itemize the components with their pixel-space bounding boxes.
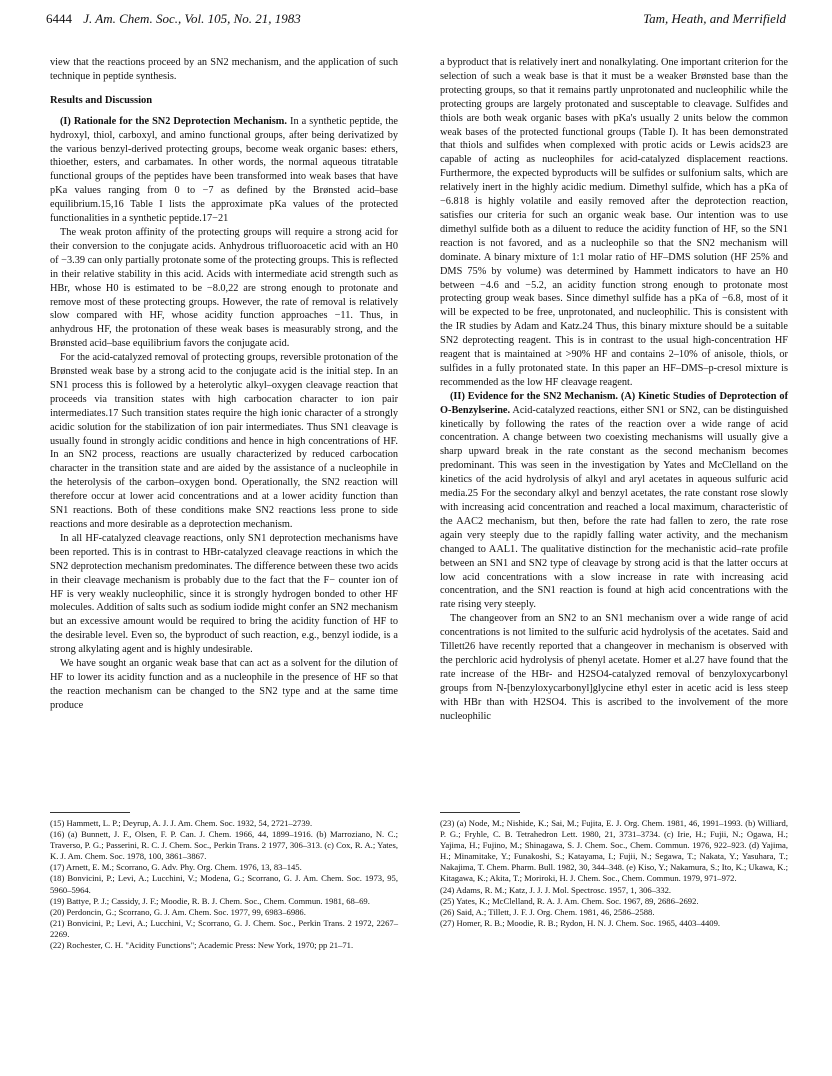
references-right bbox=[440, 818, 788, 929]
section-heading: Results and Discussion bbox=[50, 94, 153, 106]
reference-item: (18) Bonvicini, P.; Levi, A.; Lucchini, V.; Modena, G.; Scorrano, G. J. Am. Chem. Soc. 1973, 95, 5960–5964. bbox=[50, 873, 398, 895]
reference-item: (20) Perdoncin, G.; Scorrano, G. J. Am. Chem. Soc. 1977, 99, 6983–6986. bbox=[50, 906, 306, 917]
footnote-rule bbox=[440, 812, 520, 813]
reference-item: (17) Arnett, E. M.; Scorrano, G. Adv. Phy. Org. Chem. 1976, 13, 83–145. bbox=[50, 862, 302, 873]
right-column bbox=[440, 56, 788, 724]
subsection-heading: (I) Rationale for the SN2 Deprotection Mechanism. bbox=[60, 115, 287, 127]
intro-paragraph: view that the reactions proceed by an SN2 mechanism, and the application of such technique in peptide synthesis. bbox=[50, 57, 398, 82]
reference-item: (24) Adams, R. M.; Katz, J. J. J. Mol. Spectrosc. 1957, 1, 306–332. bbox=[440, 884, 672, 895]
paragraph: We have sought an organic weak base that can act as a solvent for the dilution of HF to lower its acidity function and as a nucleophile in the presence of HF so that the reaction mechanism can be changed to the SN2 type and at the same time produce bbox=[50, 658, 398, 711]
reference-item: (25) Yates, K.; McClelland, R. A. J. Am. Chem. Soc. 1967, 89, 2686–2692. bbox=[440, 895, 699, 906]
journal-citation: J. Am. Chem. Soc., Vol. 105, No. 21, 1983 bbox=[83, 11, 301, 26]
page-header bbox=[46, 8, 786, 30]
subsection-heading: (II) Evidence for the SN2 Mechanism. (A) Kinetic Studies of Deprotection of O-Benzylserine. bbox=[440, 390, 788, 416]
references-left bbox=[50, 818, 398, 951]
page-number: 6444 bbox=[46, 11, 72, 26]
reference-item: (22) Rochester, C. H. "Acidity Functions"; Academic Press: New York, 1970; pp 21–71. bbox=[50, 940, 354, 951]
reference-item: (21) Bonvicini, P.; Levi, A.; Lucchini, V.; Scorrano, G. J. Chem. Soc., Perkin Trans. 2 1972, 2267–2269. bbox=[50, 917, 398, 939]
paragraph bbox=[440, 390, 788, 613]
paragraph-text: In a synthetic peptide, the hydroxyl, thiol, carboxyl, and amino functional groups, after being derivatized by the various benzyl-derived protecting groups, become weak organic bases: ethers, thioether, esters, and carbamates. In other words, the normal aqueous titratable functional groups of the peptides have been transformed into weak bases that have pKa values ranging from 0 to −7 as defined by the Brønsted acid–base equilibrium.15,16 Table I lists the approximate pKa values of the protected functionalities in a synthetic peptide.17−21 bbox=[50, 115, 399, 225]
paragraph bbox=[50, 115, 398, 226]
left-column bbox=[50, 56, 398, 713]
paragraph: The changeover from an SN2 to an SN1 mechanism over a wide range of acid concentrations is not limited to the sulfuric acid hydrolysis of the acetates. Said and Tillett26 have recently reported that a changeover in mechanism is observed with the perchloric acid hydrolysis of phenyl acetate. Homer et al.27 have found that the rate increase of the HBr- and H2SO4-catalyzed removal of benzyloxycarbonyl groups from N-[benzyloxycarbonyl]glycine ethyl ester in acetic acid is less steep with HBr than with H2SO4. This is ascribed to the involvement of the more nucleophilic bbox=[440, 613, 788, 722]
header-left bbox=[46, 8, 301, 30]
paragraph: For the acid-catalyzed removal of protecting groups, reversible protonation of the Brønsted weak base by a strong acid to the conjugate acid is the initial step. In an SN1 process this is followed by a heterolytic alkyl–oxygen cleavage reaction that proceeds via transition states with high carbocation character to ion pair intermediates.17 Such transition states require the high ionic character of a strongly acidic solution for the stabilization of ion pair intermediates. Thus SN1 cleavage is usually found in strongly acidic conditions and hence in high concentrations of HF. In an SN2 process, reactions are usually characterized by reduced carbocation character in the transition state and are aided by the assistance of a nucleophile in the heterolysis of the carbon–oxygen bond. Operationally, the SN2 reaction will therefore occur at lower acid concentrations and at a lower acidity function than SN1 reactions. Both of these conditions make SN2 reactions less prone to side reactions and more desirable as a deprotection mechanism. bbox=[50, 352, 398, 530]
reference-item: (19) Battye, P. J.; Cassidy, J. F.; Moodie, R. B. J. Chem. Soc., Chem. Commun. 1981, 68–69. bbox=[50, 895, 370, 906]
paragraph: The weak proton affinity of the protecting groups will require a strong acid for their conversion to the conjugate acids. Anhydrous trifluoroacetic acid with an H0 of −3.39 can only partially protonate some of the protecting groups. This is reflected in their relative stability in this acid. Acids with intermediate acid strength such as HBr, whose H0 is estimated to be −8.0,22 are strong enough to protonate and remove most of these protecting groups. However, the rate of removal is relatively slow compared with HF, whose acidity function approaches −11. Thus, in anhydrous HF, the protonation of these weak bases is measurably strong, and the Brønsted acid–base equilibrium favors the conjugate acid. bbox=[50, 226, 398, 350]
paragraph: In all HF-catalyzed cleavage reactions, only SN1 deprotection mechanisms have been reported. This is in contrast to HBr-catalyzed cleavage reactions in which the SN2 deprotection mechanism predominates. The difference between these two acids in their cleavage mechanism is probably due to the fact that the F− counter ion of HF is very weakly nucleophilic, since it is strongly hydrogen bonded to other HF molecules. Addition of salts such as sodium iodide might confer an SN2 mechanism but an excessive amount would be required to bring the acidity function of HF to the desirable level. Even so, the byproduct of such reaction, e.g., benzyl iodide, is a strong alkylating agent and is highly undesirable. bbox=[50, 532, 398, 656]
reference-item: (27) Homer, R. B.; Moodie, R. B.; Rydon, H. N. J. Chem. Soc. 1965, 4403–4409. bbox=[440, 917, 721, 928]
footnote-rule bbox=[50, 812, 130, 813]
paragraph-text: Acid-catalyzed reactions, either SN1 or SN2, can be distinguished kinetically by following the rates of the reaction over a wide range of acid concentration. A change between two coexisting mechanisms will usually give a sharp upward break in the rate constant as the second mechanism becomes predominant. This was seen in the investigation by Yates and McClelland on the kinetics of the acid hydrolysis of alkyl and aryl acetates in aqueous sulfuric acid media.25 For the secondary alkyl and benzyl acetates, the rate constant rose slowly with increasing acid concentration and reached a local maximum, characteristic of the AAC2 mechanism, but then, before the rate had fallen to zero, the rate rose again very steeply due to the rapidly falling water activity, and the mechanism changed to AAL1. The qualitative distinction for the mechanistic acid–rate profile between an SN1 and SN2 type of cleavage by strong acid is that the latter occurs at low acid concentrations with a slow increase in rate with increasing acid concentration, and the SN1 reaction is found at high acid concentrations with the rate rising very steeply. bbox=[440, 404, 788, 611]
reference-item: (26) Said, A.; Tillett, J. F. J. Org. Chem. 1981, 46, 2586–2588. bbox=[440, 906, 655, 917]
running-authors: Tam, Heath, and Merrifield bbox=[643, 11, 786, 26]
reference-item: (15) Hammett, L. P.; Deyrup, A. J. J. Am. Chem. Soc. 1932, 54, 2721–2739. bbox=[50, 818, 313, 828]
paragraph: a byproduct that is relatively inert and nonalkylating. One important criterion for the selection of such a weak base is that it must be a weaker Brønsted base than the protecting groups, so that it remains partly unprotonated and nucleophilic while the protecting groups are largely protonated and susceptable to cleavage. Sulfides and thiols are both weak organic bases with pKa's usually 2 units below the common weak bases of the protected functional groups (Table I). It has been demonstrated that thiols and sulfides when complexed with protic acids or Lewis acids23 are capable of acting as nucleophiles for acid-catalyzed displacement reactions. Furthermore, the expected byproducts will be sulfides or sulfonium salts, which are relatively inert in the highly acidic medium. Dimethyl sulfide, which has a pKa of −6.818 is highly volatile and easily removed after the deprotection reaction, satisfies our criteria for such an organic weak base. Our intention was to use dimethyl sulfide both as a diluent to reduce the acidity function of HF, so the SN1 reaction is not favored, and as a nucleophile so that the SN2 mechanism will dominate. A binary mixture of 1:1 molar ratio of HF–DMS solution (HF 25% and DMS 75% by volume) was determined by Hammett indicators to have an H0 between −4.6 and −5.2, an acidity function strong enough to protonate most protecting group weak bases. Since dimethyl sulfide has a pKa of −6.8, most of it will be expected to be free, unprotonated, and nucleophilic. This is consistent with the IR studies by Adam and Katz.24 Thus, this binary mixture should be a suitable SN2 deprotecting reagent. This is in contrast to the usual high-concentration HF reagent that is maintained at >90% HF and contains 2–10% of anisole, thiols, or sulfides in a fully protonated state. In this paper an HF–DMS–p-cresol mixture is recommended as the low HF cleavage reagent. bbox=[440, 57, 788, 388]
reference-item: (23) (a) Node, M.; Nishide, K.; Sai, M.; Fujita, E. J. Org. Chem. 1981, 46, 1991–1993. (b) Williard, P. G.; Fryhle, C. B. Tetrahedron Lett. 1980, 21, 3731–3734. (c) Irie, H.; Fujii, N.; Ogawa, H.; Yajima, H.; Fujino, M.; Shinagawa, S. J. Chem. Soc., Chem. Commun. 1976, 922–923. (d) Yajima, H.; Minamitake, Y.; Funakoshi, S.; Katayama, I.; Fujii, N.; Segawa, T.; Nakata, Y.; Yasuhara, T.; Nakajima, T. Chem. Pharm. Bull. 1982, 30, 344–348. (e) Kiso, Y.; Nakamura, S.; Ito, K.; Ukawa, K.; Kitagawa, K.; Akita, T.; Moriroki, H. J. Chem. Soc., Chem. Commun. 1979, 971–972. bbox=[440, 818, 788, 884]
reference-item: (16) (a) Bunnett, J. F., Olsen, F. P. Can. J. Chem. 1966, 44, 1899–1916. (b) Marroziano, N. C.; Traverso, P. G.; Passerini, R. C. J. Chem. Soc., Perkin Trans. 2 1977, 306–313. (c) Cox, R. A.; Yates, K. J. Am. Chem. Soc. 1978, 100, 3861–3867. bbox=[50, 829, 398, 862]
